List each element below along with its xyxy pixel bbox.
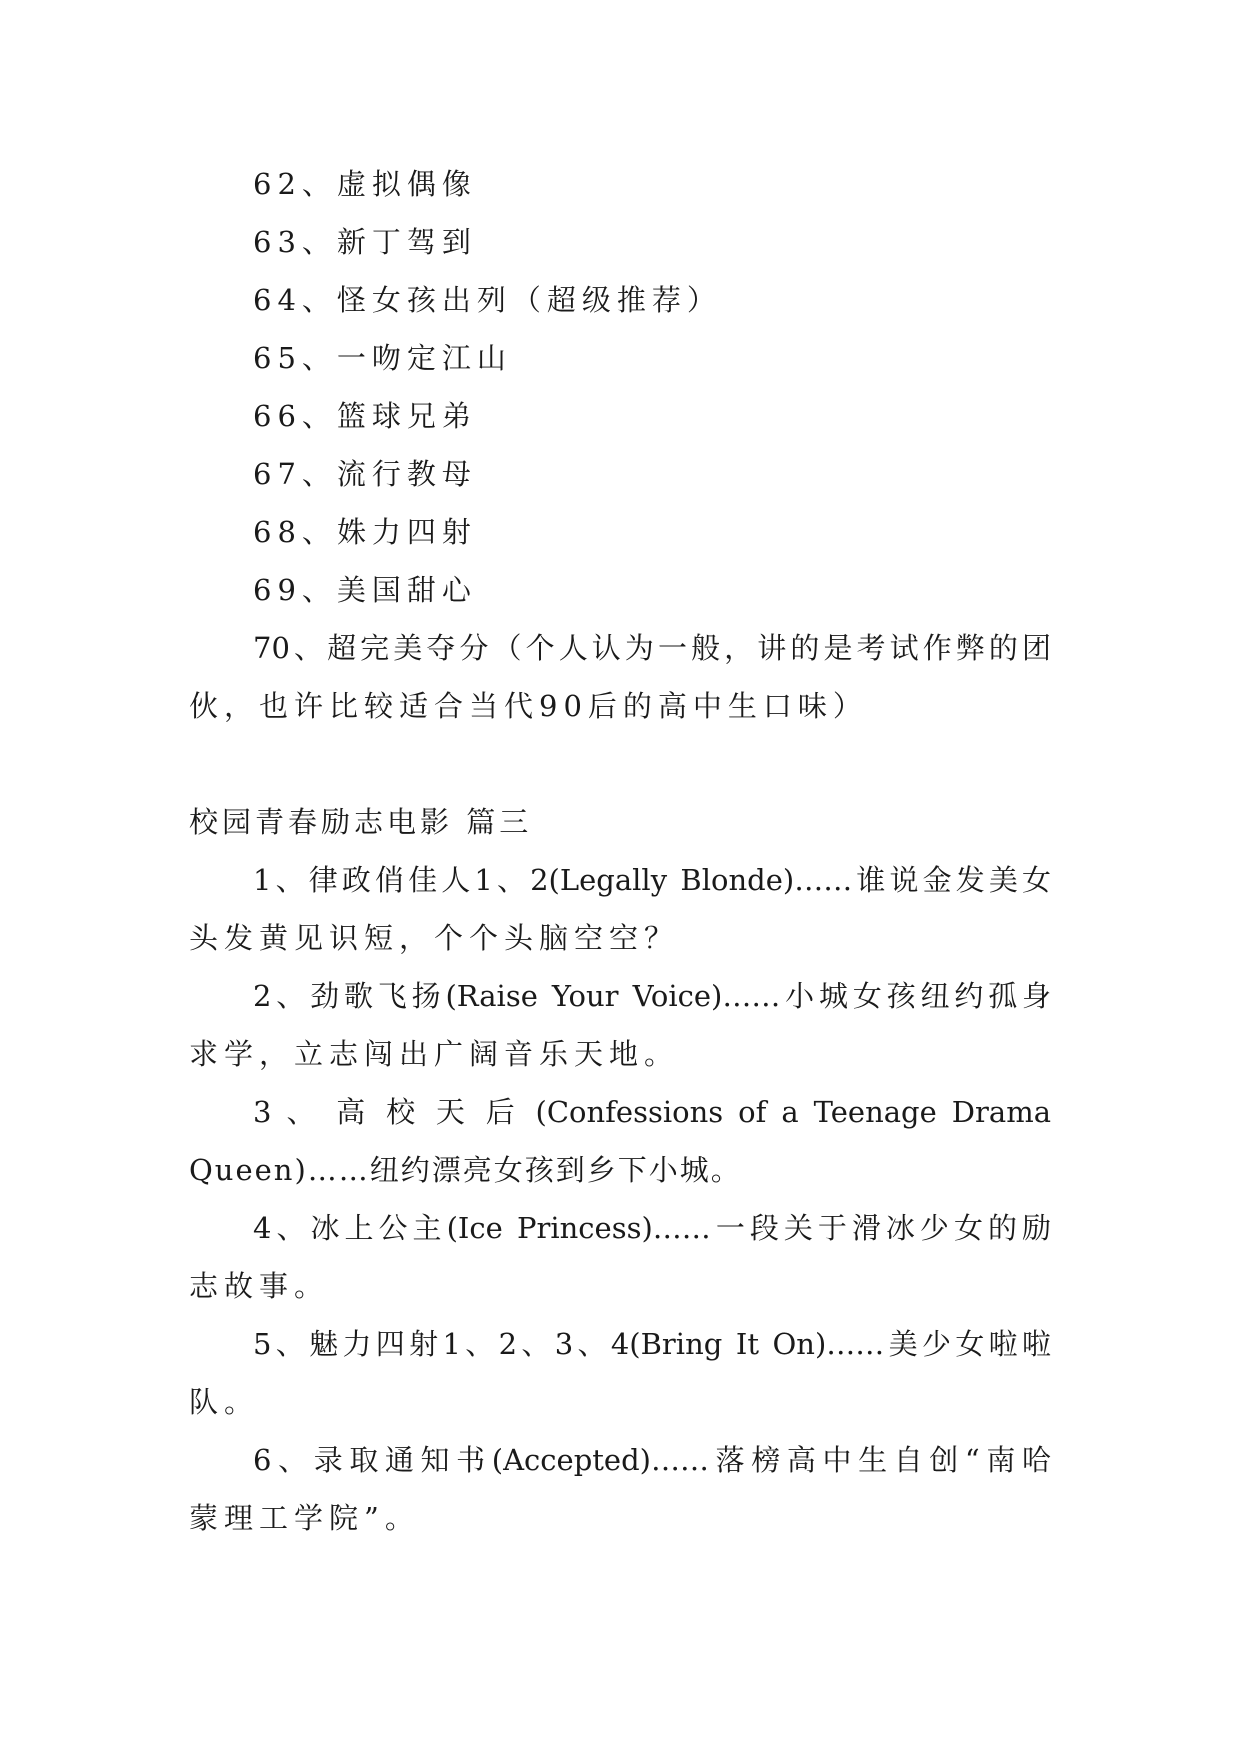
movie-item-1-line1: 1、律政俏佳人1、2(Legally Blonde)……谁说金发美女	[253, 863, 1051, 897]
list-item: 64、怪女孩出列（超级推荐）	[253, 283, 722, 317]
list-item: 68、姝力四射	[253, 515, 477, 549]
list-item: 63、新丁驾到	[253, 225, 477, 259]
movie-item-5-line1: 5、魅力四射1、2、3、4(Bring It On)……美少女啦啦	[253, 1327, 1051, 1361]
movie-item-4-line2: 志故事。	[189, 1269, 330, 1303]
movie-item-5-line2: 队。	[189, 1385, 260, 1419]
movie-item-2-line2: 求学，立志闯出广阔音乐天地。	[189, 1037, 680, 1071]
list-item: 69、美国甜心	[253, 573, 477, 607]
list-item: 66、篮球兄弟	[253, 399, 477, 433]
list-item-70-line1: 70、超完美夺分（个人认为一般，讲的是考试作弊的团	[253, 631, 1051, 665]
movie-item-3-line1: 3 、 高 校 天 后 (Confessions of a Teenage Drama	[253, 1095, 1051, 1129]
list-item: 65、一吻定江山	[253, 341, 512, 375]
movie-item-3-line2: Queen)……纽约漂亮女孩到乡下小城。	[189, 1153, 742, 1187]
list-item: 67、流行教母	[253, 457, 477, 491]
movie-item-6-line1: 6、录取通知书(Accepted)……落榜高中生自创“南哈	[253, 1443, 1051, 1477]
list-item-70-line2: 伙，也许比较适合当代90后的高中生口味）	[189, 689, 868, 723]
movie-item-6-line2: 蒙理工学院”。	[189, 1501, 420, 1535]
list-item: 62、虚拟偶像	[253, 167, 477, 201]
section-title: 校园青春励志电影 篇三	[189, 805, 533, 839]
movie-item-4-line1: 4、冰上公主(Ice Princess)……一段关于滑冰少女的励	[253, 1211, 1051, 1245]
movie-item-1-line2: 头发黄见识短，个个头脑空空？	[189, 921, 680, 955]
movie-item-2-line1: 2、劲歌飞扬(Raise Your Voice)……小城女孩纽约孤身	[253, 979, 1051, 1013]
